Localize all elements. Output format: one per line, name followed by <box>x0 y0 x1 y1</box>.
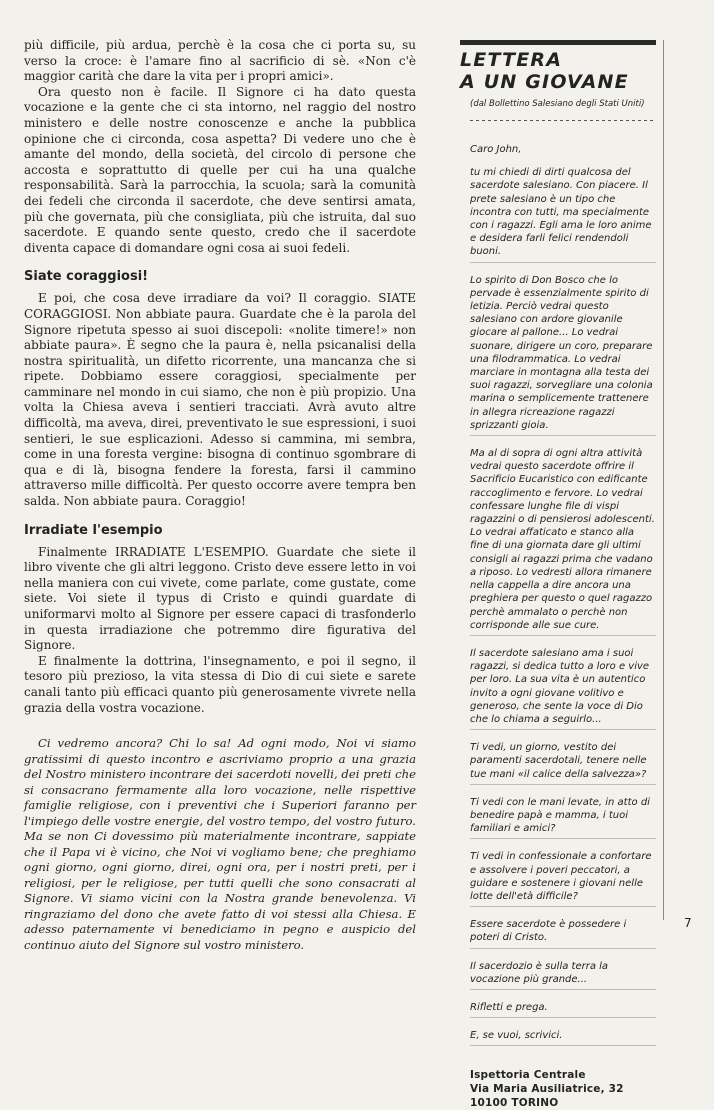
letter-paragraph: Ti vedi con le mani levate, in atto di benedire papà e mamma, i tuoi familiari e amici? <box>470 796 656 840</box>
letter-sidebar <box>460 40 656 1110</box>
section2-paragraph-1: Finalmente IRRADIATE L'ESEMPIO. Guardate che siete il libro vivente che gli altri leggono. Cristo deve essere letto in voi nella maniera con cui vivete, come parlate, come gustate, come siete. Voi siete il typus di Cristo e quindi guardate di uniformarvi molto al Signore per essere capaci di trasfonderlo in questa irradiazione che potremmo dire figurativa del Signore. <box>24 544 416 653</box>
section-heading-coraggio: Siate coraggiosi! <box>24 269 149 285</box>
letter-source: (dal Bollettino Salesiano degli Stati Uniti) <box>470 99 645 109</box>
closing-paragraph: Ci vedremo ancora? Chi lo sa! Ad ogni modo, Noi vi siamo gratissimi di questo incontro e ascriviamo proprio a una grazia del Nostro ministero incontrare dei sacerdoti novelli, dei preti che si consacrano fermamente alla loro vocazione, nelle rispettive famiglie religiose, con i preventivi che i Superiori faranno per l'impiego delle vostre energie, del vostro tempo, del vostro futuro. Ma se non Ci dovessimo più materialmente incontrare, sappiate che il Papa vi è vicino, che Noi vi vogliamo bene; che preghiamo ogni giorno, ogni giorno, direi, ogni ora, per i nostri preti, per i religiosi, per le religiose, per tutti quelli che sono consacrati al Signore. Vi siamo vicini con la Nostra grande benevolenza. Vi ringraziamo del dono che avete fatto di voi stessi alla Chiesa. E adesso paternamente vi benediciamo in pegno e auspicio del continuo aiuto del Signore sul vostro ministero. <box>24 736 416 952</box>
letter-paragraph: E, se vuoi, scrivici. <box>470 1029 656 1046</box>
contact-address <box>470 1068 656 1110</box>
letter-title-line1: LETTERA <box>460 49 563 71</box>
intro-paragraph-2: Ora questo non è facile. Il Signore ci ha dato questa vocazione e la gente che ci sta intorno, nel raggio del nostro ministero e delle nostre conoscenze e anche la pubblica opinione che ci circonda, cosa aspetta? Di vedere uno che è amante del mondo, della società, del circolo di persone che accosta e soprattutto di quelle per cui ha una qualche responsabilità. Sarà la parrocchia, la scuola; sarà la comunità dei fedeli che circonda il sacerdote, che deve sentirsi amata, più che governata, più che consigliata, più che istruita, dal suo sacerdote. E quando sente questo, credo che il sacerdote diventa capace di domandare ogni cosa ai suoi fedeli. <box>24 84 416 255</box>
dashed-divider <box>470 120 656 121</box>
letter-paragraph: Ma al di sopra di ogni altra attività vedrai questo sacerdote offrire il Sacrificio Eucaristico con edificante raccoglimento e fervore. Lo vedrai confessare lunghe file di vispi ragazzini o di pensierosi adolescenti. Lo vedrai affaticato e stanco alla fine di una giornata dare gli ultimi consigli ai ragazzi prima che vadano a riposo. Lo vedresti allora rimanere nella cappella a dire ancora una preghiera per questo o quel ragazzo perchè ammalato o perchè non corrisponde alle sue cure. <box>470 447 656 636</box>
letter-body <box>470 143 656 1046</box>
letter-paragraph: Ti vedi, un giorno, vestito dei paramenti sacerdotali, tenere nelle tue mani «il calice della salvezza»? <box>470 741 656 785</box>
address-line-2: Via Maria Ausiliatrice, 32 <box>470 1083 624 1096</box>
letter-title <box>460 49 656 93</box>
main-article <box>24 38 416 953</box>
section2-paragraph-2: E finalmente la dottrina, l'insegnamento, e poi il segno, il tesoro più prezioso, la vita stessa di Dio di cui siete e sarete canali tanto più efficaci quanto più generosamente vivrete nella grazia della vostra vocazione. <box>24 653 416 715</box>
letter-paragraph: Essere sacerdote è possedere i poteri di Cristo. <box>470 918 656 948</box>
sidebar-top-rule <box>460 40 656 45</box>
letter-salutation: Caro John, <box>470 144 522 155</box>
section-heading-esempio: Irradiate l'esempio <box>24 522 163 538</box>
letter-paragraph: Rifletti e prega. <box>470 1001 656 1018</box>
section1-paragraph: E poi, che cosa deve irradiare da voi? Il coraggio. SIATE CORAGGIOSI. Non abbiate paura. Guardate che è la parola del Signore ripetuta spesso ai suoi discepoli: «nolite timere!» non abbiate paura». È segno che la paura è, nella psicanalisi della nostra spiritualità, un difetto ricorrente, una mancanza che si ripete. Dobbiamo essere coraggiosi, specialmente per camminare nel mondo in cui siamo, che non è più propizio. Una volta la Chiesa aveva i sentieri tracciati. Avrà avuto altre difficoltà, ma aveva, direi, preventivato le sue espressioni, i suoi sentieri, le sue esplicazioni. Adesso si cammina, mi sembra, come in una foresta vergine: bisogna di continuo sgombrare di qua e di là, bisogna fendere la foresta, farsi il cammino attraverso mille difficoltà. Per questo occorre avere tempra ben salda. Non abbiate paura. Coraggio! <box>24 291 416 509</box>
letter-title-line2: A UN GIOVANE <box>460 71 629 93</box>
address-line-3: 10100 TORINO <box>470 1097 559 1110</box>
letter-paragraph: Il sacerdozio è sulla terra la vocazione più grande... <box>470 960 656 990</box>
intro-paragraph-1: più difficile, più ardua, perchè è la cosa che ci porta su, su verso la croce: è l'amare fino al sacrificio di sè. «Non c'è maggior carità che dare la vita per i propri amici». <box>24 38 416 84</box>
letter-paragraph: tu mi chiedi di dirti qualcosa del sacerdote salesiano. Con piacere. Il prete salesiano è un tipo che incontra con tutti, ma specialmente con i ragazzi. Egli ama le loro anime e desidera farli felici rendendoli buoni. <box>470 166 656 262</box>
letter-paragraph: Il sacerdote salesiano ama i suoi ragazzi, si dedica tutto a loro e vive per loro. La sua vita è un autentico invito a ogni giovane volitivo e generoso, che sente la voce di Dio che lo chiama a seguirlo... <box>470 647 656 730</box>
address-line-1: Ispettoria Centrale <box>470 1069 586 1082</box>
page-number: 7 <box>684 916 692 930</box>
letter-paragraph: Ti vedi in confessionale a confortare e assolvere i poveri peccatori, a guidare e sostenere i giovani nelle lotte dell'età difficile? <box>470 850 656 907</box>
vertical-rule <box>663 40 664 920</box>
letter-paragraph: Lo spirito di Don Bosco che lo pervade è essenzialmente spirito di letizia. Perciò vedrai questo salesiano con ardore giovanile giocare al pallone... Lo vedrai suonare, dirigere un coro, preparare una filodrammatica. Lo vedrai marciare in montagna alla testa dei suoi ragazzi, sorvegliare una colonia marina o semplicemente trattenere in allegra ricreazione ragazzi sprizzanti gioia. <box>470 274 656 436</box>
